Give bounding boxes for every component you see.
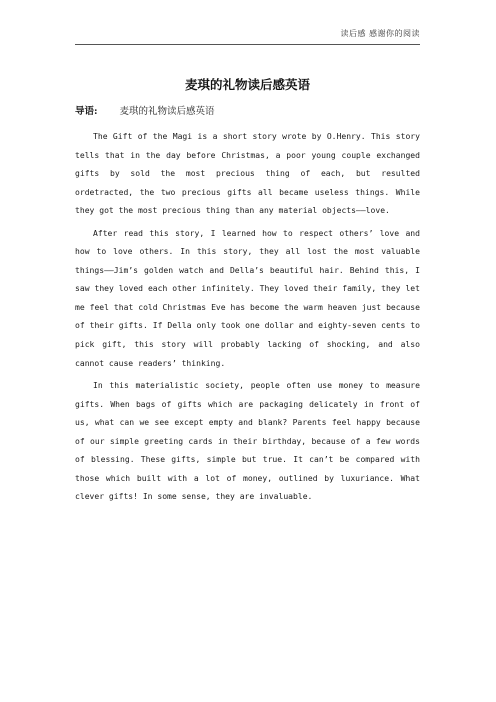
header-divider bbox=[75, 44, 420, 45]
paragraph-1: The Gift of the Magi is a short story wrote by O.Henry. This story tells that in the day before Christmas, a poor young couple exchanged gifts by sold the most precious thing of each, but resulted ordetracted, the two precious gifts all became useless things. While they got the most precious thing than any material objects——love. bbox=[75, 132, 420, 216]
document-body bbox=[75, 128, 420, 511]
running-header: 读后感 感谢你的阅读 bbox=[340, 29, 420, 38]
paragraph-3: In this materialistic society, people often use money to measure gifts. When bags of gifts which are packaging delicately in front of us, what can we see except empty and blank? Parents feel happy because of our simple greeting cards in their birthday, because of a few words of blessing. These gifts, simple but true. It can’t be compared with those which built with a lot of money, outlined by luxuriance. What clever gifts! In some sense, they are invaluable. bbox=[75, 381, 420, 502]
intro-label: 导语: bbox=[75, 106, 98, 117]
document-title: 麦琪的礼物读后感英语 bbox=[184, 77, 310, 92]
paragraph-2: After read this story, I learned how to respect others’ love and how to love others. In this story, they all lost the most valuable things——Jim’s golden watch and Della’s beautiful hair. Behind this, I saw they loved each other infinitely. They loved their family, they let me feel that cold Christmas Eve has become the warm heaven just because of their gifts. If Della only took one dollar and eighty-seven cents to pick gift, this story will probably lacking of shocking, and also cannot cause readers’ thinking. bbox=[75, 228, 420, 368]
intro-line bbox=[75, 104, 420, 120]
intro-text: 麦琪的礼物读后感英语 bbox=[119, 106, 215, 117]
